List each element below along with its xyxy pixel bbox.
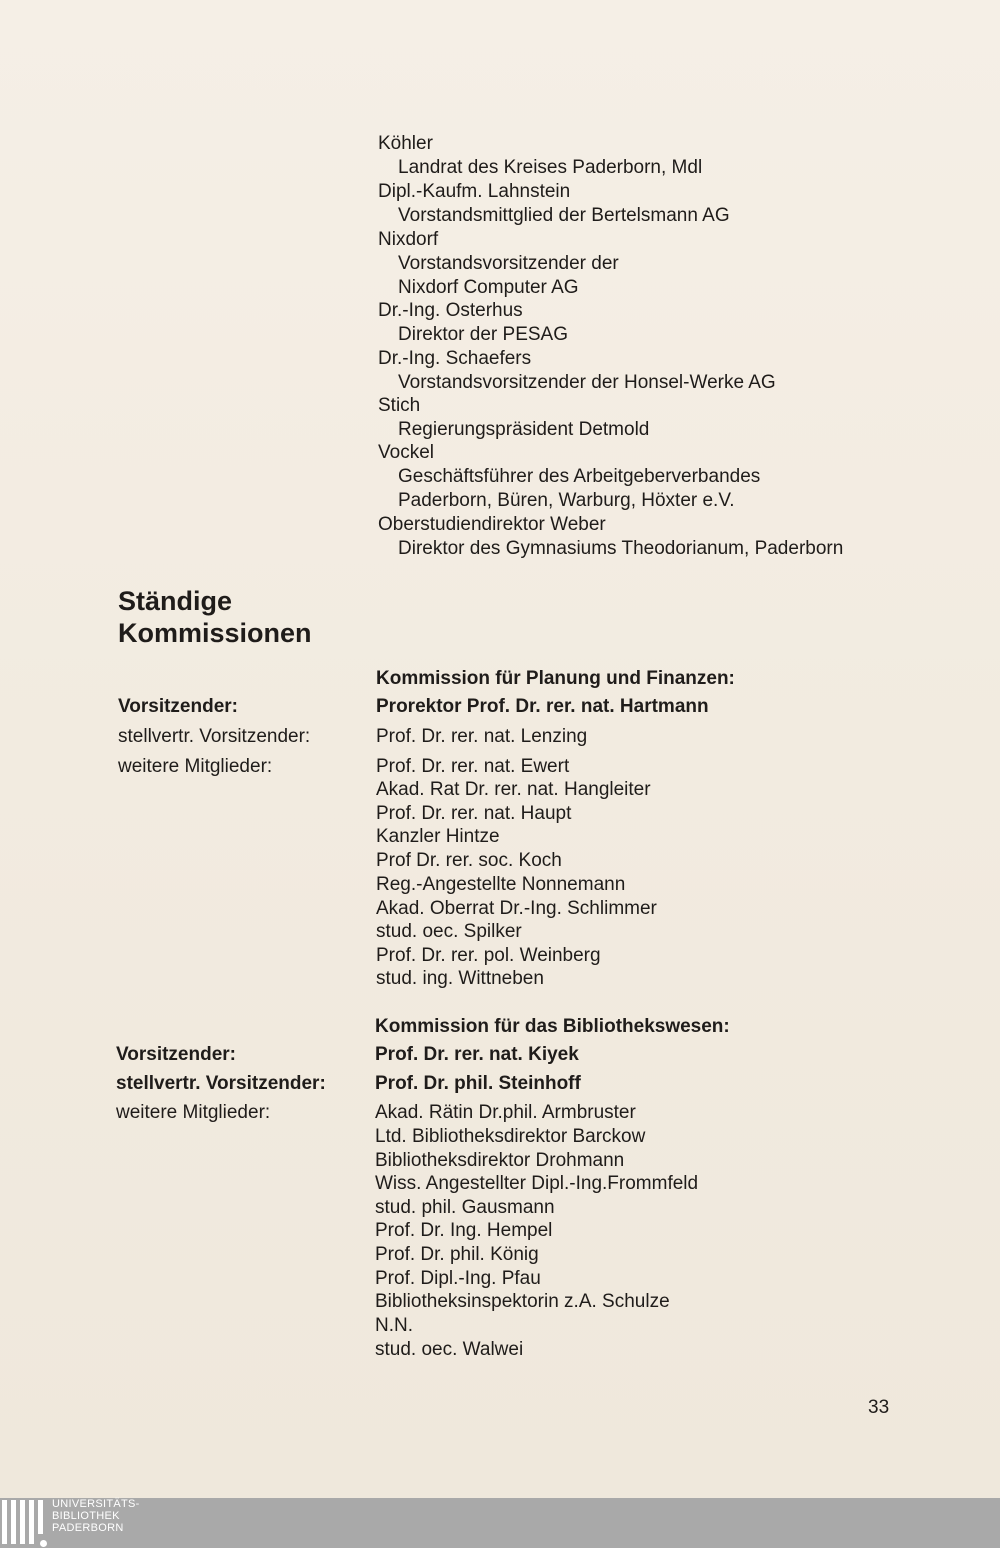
page-number: 33 xyxy=(868,1397,890,1418)
list-item-role: Direktor der PESAG xyxy=(398,324,568,345)
chair-name: Prorektor Prof. Dr. rer. nat. Hartmann xyxy=(376,696,709,717)
library-footer xyxy=(0,1498,1000,1548)
members-label: weitere Mitglieder: xyxy=(118,756,273,777)
member: Akad. Oberrat Dr.-Ing. Schlimmer xyxy=(376,898,657,919)
chair-label: Vorsitzender: xyxy=(116,1044,237,1065)
section-heading-line2: Kommissionen xyxy=(118,618,312,648)
member: Reg.-Angestellte Nonnemann xyxy=(376,874,626,895)
library-name-line2: BIBLIOTHEK xyxy=(52,1510,120,1522)
member: Prof. Dr. rer. nat. Ewert xyxy=(376,756,570,777)
list-item-role: Direktor des Gymnasiums Theodorianum, Paderborn xyxy=(398,538,844,559)
member: N.N. xyxy=(375,1315,413,1336)
member: Prof. Dr. Ing. Hempel xyxy=(375,1220,553,1241)
commission-title: Kommission für Planung und Finanzen: xyxy=(376,668,735,689)
list-item-role: Regierungspräsident Detmold xyxy=(398,419,650,440)
member: Ltd. Bibliotheksdirektor Barckow xyxy=(375,1126,646,1147)
member: Prof. Dr. rer. nat. Haupt xyxy=(376,803,572,824)
library-name-line1: UNIVERSITÄTS- xyxy=(52,1498,140,1510)
library-name xyxy=(52,1498,140,1534)
list-item-name: Vockel xyxy=(378,442,434,463)
library-logo-icon xyxy=(2,1500,48,1546)
list-item-role: Geschäftsführer des Arbeitgeberverbandes xyxy=(398,466,761,487)
list-item-name: Köhler xyxy=(378,133,433,154)
member: Bibliotheksinspektorin z.A. Schulze xyxy=(375,1291,670,1312)
member: Akad. Rätin Dr.phil. Armbruster xyxy=(375,1102,636,1123)
list-item-name: Stich xyxy=(378,395,421,416)
list-item-name: Nixdorf xyxy=(378,229,439,250)
member: Prof Dr. rer. soc. Koch xyxy=(376,850,562,871)
deputy-label: stellvertr. Vorsitzender: xyxy=(116,1073,326,1094)
list-item-role: Vorstandsmittglied der Bertelsmann AG xyxy=(398,205,730,226)
member: Prof. Dr. rer. pol. Weinberg xyxy=(376,945,601,966)
member: Wiss. Angestellter Dipl.-Ing.Frommfeld xyxy=(375,1173,699,1194)
list-item-role: Landrat des Kreises Paderborn, Mdl xyxy=(398,157,703,178)
list-item-name: Oberstudiendirektor Weber xyxy=(378,514,606,535)
member: Prof. Dr. phil. König xyxy=(375,1244,539,1265)
chair-name: Prof. Dr. rer. nat. Kiyek xyxy=(375,1044,579,1065)
member: Bibliotheksdirektor Drohmann xyxy=(375,1150,625,1171)
members-label: weitere Mitglieder: xyxy=(116,1102,271,1123)
list-item-name: Dr.-Ing. Schaefers xyxy=(378,348,532,369)
list-item-role: Nixdorf Computer AG xyxy=(398,277,579,298)
member: stud. oec. Spilker xyxy=(376,921,522,942)
list-item-name: Dipl.-Kaufm. Lahnstein xyxy=(378,181,571,202)
deputy-name: Prof. Dr. rer. nat. Lenzing xyxy=(376,726,588,747)
list-item-role: Vorstandsvorsitzender der Honsel-Werke AG xyxy=(398,372,776,393)
list-item-name: Dr.-Ing. Osterhus xyxy=(378,300,523,321)
member: stud. oec. Walwei xyxy=(375,1339,524,1360)
member: stud. ing. Wittneben xyxy=(376,968,544,989)
member: Kanzler Hintze xyxy=(376,826,500,847)
member: stud. phil. Gausmann xyxy=(375,1197,555,1218)
member: Prof. Dipl.-Ing. Pfau xyxy=(375,1268,541,1289)
member: Akad. Rat Dr. rer. nat. Hangleiter xyxy=(376,779,651,800)
deputy-name: Prof. Dr. phil. Steinhoff xyxy=(375,1073,581,1094)
section-heading-line1: Ständige xyxy=(118,586,233,616)
library-name-line3: PADERBORN xyxy=(52,1522,124,1534)
commission-title: Kommission für das Bibliothekswesen: xyxy=(375,1016,730,1037)
deputy-label: stellvertr. Vorsitzender: xyxy=(118,726,311,747)
chair-label: Vorsitzender: xyxy=(118,696,239,717)
list-item-role: Paderborn, Büren, Warburg, Höxter e.V. xyxy=(398,490,735,511)
list-item-role: Vorstandsvorsitzender der xyxy=(398,253,619,274)
